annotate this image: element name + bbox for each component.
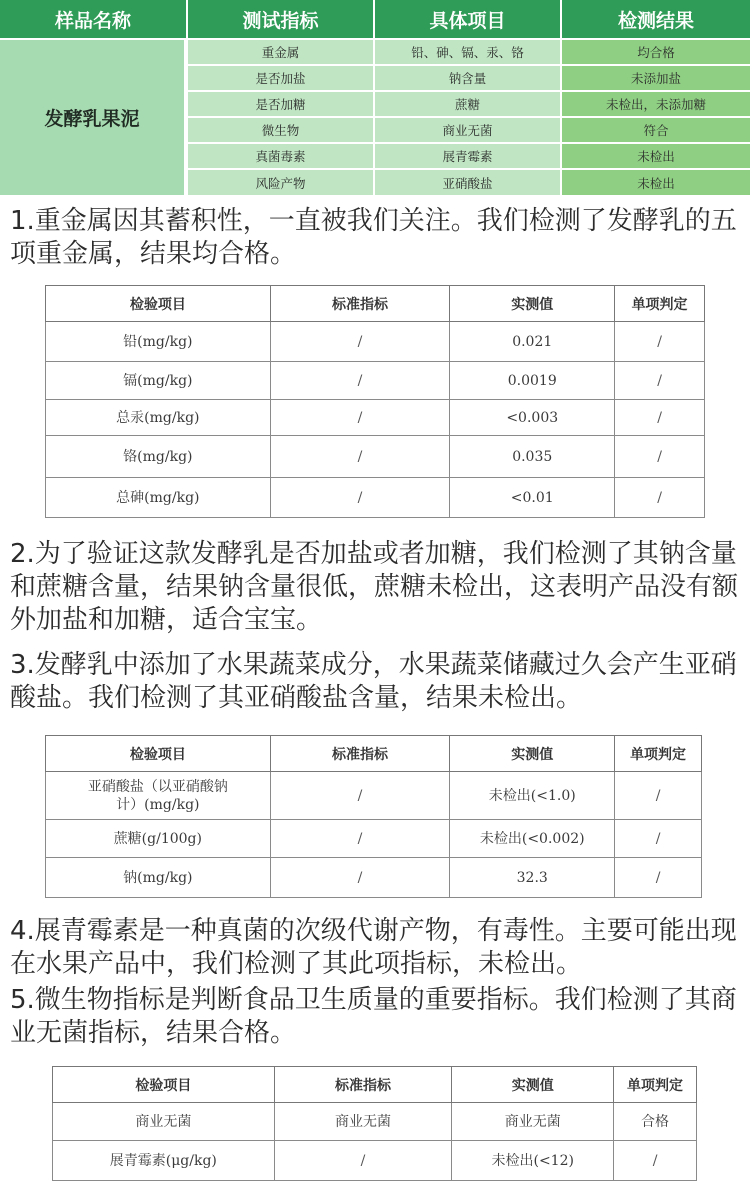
table-row bbox=[188, 118, 750, 142]
standard-cell: 商业无菌 bbox=[274, 1103, 452, 1141]
col-header-standard: 标准指标 bbox=[274, 1067, 452, 1103]
item-line: 亚硝酸盐（以亚硝酸钠 bbox=[87, 778, 228, 795]
table-row bbox=[188, 66, 750, 90]
col-header-item: 检验项目 bbox=[53, 1067, 275, 1103]
result-cell: 未检出，未添加糖 bbox=[562, 92, 750, 116]
item-cell bbox=[46, 772, 271, 820]
item-cell: 亚硝酸盐 bbox=[375, 170, 562, 195]
header-result: 检测结果 bbox=[562, 0, 750, 38]
judgement-cell: / bbox=[615, 362, 705, 400]
table-row bbox=[188, 92, 750, 116]
judgement-cell: / bbox=[615, 436, 705, 478]
measured-cell: 未检出(<12) bbox=[452, 1141, 614, 1181]
standard-cell: / bbox=[270, 400, 450, 436]
table-header-row bbox=[46, 736, 702, 772]
item-cell: 钠(mg/kg) bbox=[46, 858, 271, 898]
measured-cell: <0.01 bbox=[450, 478, 615, 518]
paragraph-patulin: 4.展青霉素是一种真菌的次级代谢产物，有毒性。主要可能出现在水果产品中，我们检测了其此项指标，未检出。 bbox=[10, 916, 737, 979]
col-header-judgement: 单项判定 bbox=[615, 736, 702, 772]
result-cell: 未检出 bbox=[562, 144, 750, 168]
header-sample-name: 样品名称 bbox=[0, 0, 188, 38]
item-cell: 商业无菌 bbox=[375, 118, 562, 142]
table-row bbox=[188, 170, 750, 195]
paragraph-nitrite: 3.发酵乳中添加了水果蔬菜成分，水果蔬菜储藏过久会产生亚硝酸盐。我们检测了其亚硝酸盐含量，结果未检出。 bbox=[10, 650, 737, 713]
judgement-cell: / bbox=[614, 1141, 697, 1181]
table-row bbox=[53, 1103, 697, 1141]
col-header-standard: 标准指标 bbox=[270, 736, 450, 772]
judgement-cell: / bbox=[615, 400, 705, 436]
table-row bbox=[53, 1141, 697, 1181]
table-row bbox=[46, 478, 705, 518]
table-row bbox=[46, 820, 702, 858]
measured-cell: <0.003 bbox=[450, 400, 615, 436]
judgement-cell: / bbox=[615, 322, 705, 362]
item-line: 计）(mg/kg) bbox=[116, 796, 200, 813]
table-row bbox=[46, 772, 702, 820]
judgement-cell: / bbox=[615, 820, 702, 858]
header-indicator: 测试指标 bbox=[188, 0, 375, 38]
standard-cell: / bbox=[270, 478, 450, 518]
indicator-cell: 是否加盐 bbox=[188, 66, 375, 90]
table-header-row bbox=[53, 1067, 697, 1103]
measured-cell: 0.021 bbox=[450, 322, 615, 362]
standard-cell: / bbox=[270, 820, 450, 858]
col-header-measured: 实测值 bbox=[450, 736, 615, 772]
nitrite-sugar-sodium-table bbox=[45, 735, 702, 898]
judgement-cell: / bbox=[615, 772, 702, 820]
item-cell: 钠含量 bbox=[375, 66, 562, 90]
judgement-cell: / bbox=[615, 858, 702, 898]
item-cell: 展青霉素(μg/kg) bbox=[53, 1141, 275, 1181]
sample-name-cell: 发酵乳果泥 bbox=[0, 40, 186, 195]
header-item: 具体项目 bbox=[375, 0, 562, 38]
item-cell: 商业无菌 bbox=[53, 1103, 275, 1141]
item-cell: 展青霉素 bbox=[375, 144, 562, 168]
result-cell: 均合格 bbox=[562, 40, 750, 64]
item-cell: 总汞(mg/kg) bbox=[46, 400, 271, 436]
microbe-patulin-table bbox=[52, 1066, 697, 1181]
item-cell: 铬(mg/kg) bbox=[46, 436, 271, 478]
paragraph-salt-sugar: 2.为了验证这款发酵乳是否加盐或者加糖，我们检测了其钠含量和蔗糖含量，结果钠含量很低，蔗糖未检出，这表明产品没有额外加盐和加糖，适合宝宝。 bbox=[10, 539, 739, 635]
col-header-item: 检验项目 bbox=[46, 736, 271, 772]
table-row bbox=[46, 362, 705, 400]
table-row bbox=[46, 858, 702, 898]
table-row bbox=[46, 322, 705, 362]
col-header-item: 检验项目 bbox=[46, 286, 271, 322]
measured-cell: 32.3 bbox=[450, 858, 615, 898]
standard-cell: / bbox=[274, 1141, 452, 1181]
item-cell: 铅、砷、镉、汞、铬 bbox=[375, 40, 562, 64]
measured-cell: 商业无菌 bbox=[452, 1103, 614, 1141]
result-cell: 符合 bbox=[562, 118, 750, 142]
heavy-metals-table bbox=[45, 285, 705, 518]
indicator-cell: 真菌毒素 bbox=[188, 144, 375, 168]
item-cell: 铅(mg/kg) bbox=[46, 322, 271, 362]
item-cell: 蔗糖(g/100g) bbox=[46, 820, 271, 858]
table-row bbox=[46, 400, 705, 436]
indicator-cell: 微生物 bbox=[188, 118, 375, 142]
col-header-standard: 标准指标 bbox=[270, 286, 450, 322]
result-cell: 未检出 bbox=[562, 170, 750, 195]
item-cell: 蔗糖 bbox=[375, 92, 562, 116]
summary-table bbox=[0, 0, 750, 195]
indicator-cell: 风险产物 bbox=[188, 170, 375, 195]
standard-cell: / bbox=[270, 858, 450, 898]
measured-cell: 未检出(<0.002) bbox=[450, 820, 615, 858]
standard-cell: / bbox=[270, 362, 450, 400]
col-header-judgement: 单项判定 bbox=[614, 1067, 697, 1103]
paragraph-microbes: 5.微生物指标是判断食品卫生质量的重要指标。我们检测了其商业无菌指标，结果合格。 bbox=[10, 985, 737, 1048]
table-row bbox=[188, 40, 750, 64]
table-header-row bbox=[46, 286, 705, 322]
item-cell: 总砷(mg/kg) bbox=[46, 478, 271, 518]
indicator-cell: 是否加糖 bbox=[188, 92, 375, 116]
col-header-measured: 实测值 bbox=[452, 1067, 614, 1103]
measured-cell: 0.035 bbox=[450, 436, 615, 478]
standard-cell: / bbox=[270, 772, 450, 820]
standard-cell: / bbox=[270, 322, 450, 362]
result-cell: 未添加盐 bbox=[562, 66, 750, 90]
measured-cell: 未检出(<1.0) bbox=[450, 772, 615, 820]
indicator-cell: 重金属 bbox=[188, 40, 375, 64]
table-row bbox=[46, 436, 705, 478]
judgement-cell: / bbox=[615, 478, 705, 518]
paragraph-heavy-metals: 1.重金属因其蓄积性，一直被我们关注。我们检测了发酵乳的五项重金属，结果均合格。 bbox=[10, 206, 737, 269]
table-row bbox=[188, 144, 750, 168]
measured-cell: 0.0019 bbox=[450, 362, 615, 400]
standard-cell: / bbox=[270, 436, 450, 478]
col-header-judgement: 单项判定 bbox=[615, 286, 705, 322]
judgement-cell: 合格 bbox=[614, 1103, 697, 1141]
item-cell: 镉(mg/kg) bbox=[46, 362, 271, 400]
col-header-measured: 实测值 bbox=[450, 286, 615, 322]
